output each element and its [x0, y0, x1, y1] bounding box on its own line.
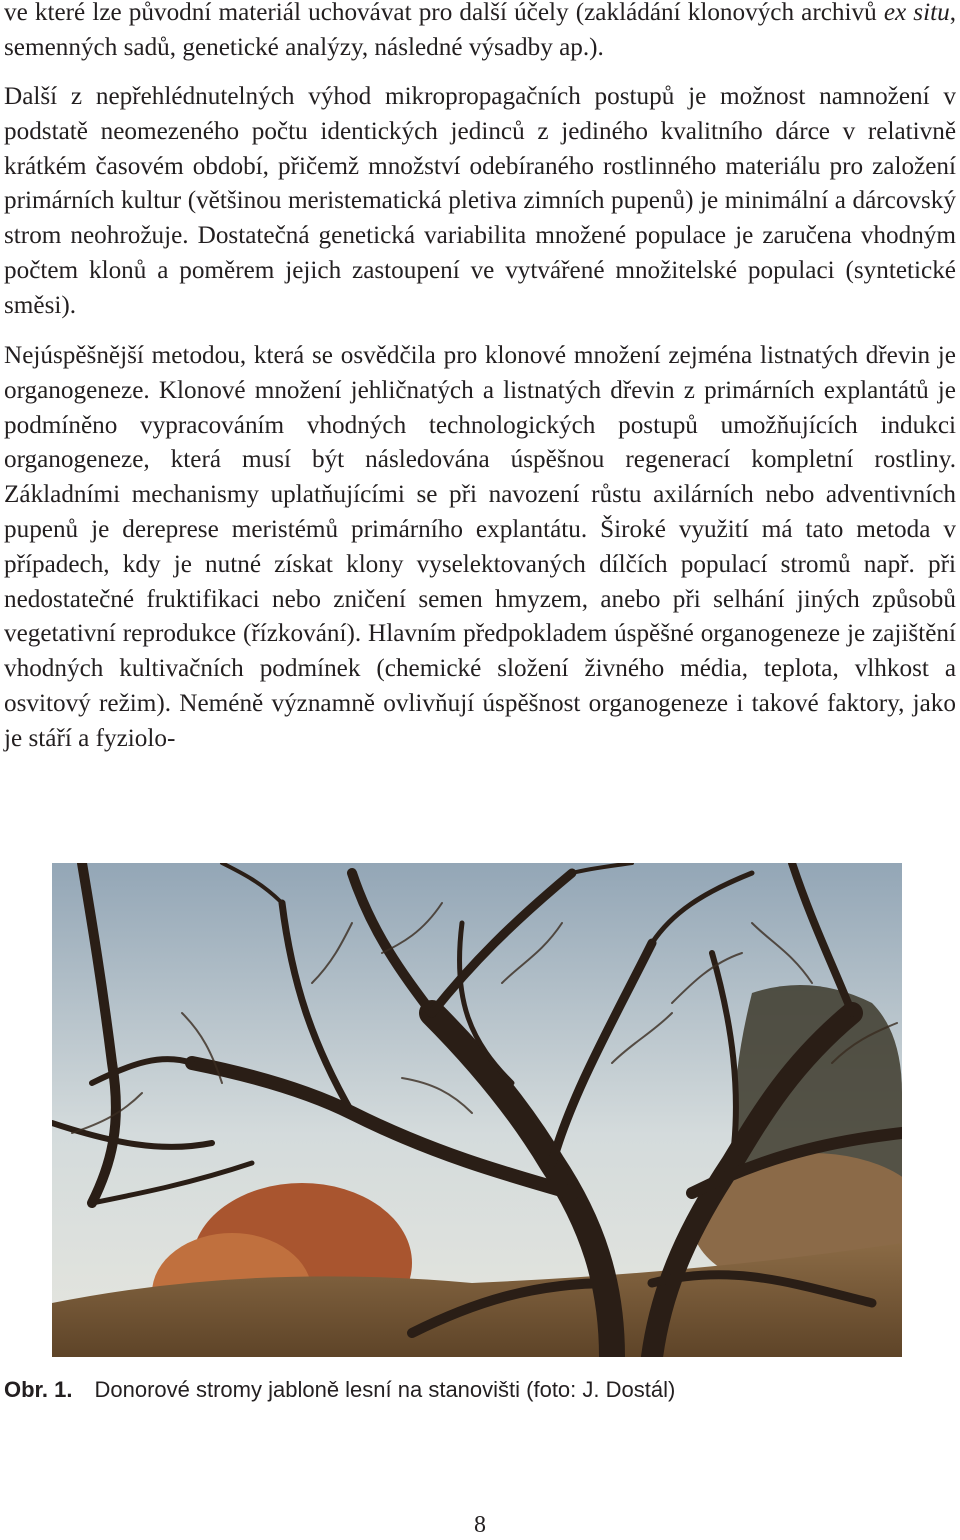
paragraph-1-text-b: , semenných sadů, genetické analýzy, následné výsadby ap.). [4, 0, 956, 61]
paragraph-1-italic-ex-situ: ex situ [883, 0, 950, 26]
figure-label: Obr. 1. [4, 1377, 73, 1402]
paragraph-1-text-a: ve které lze původní materiál uchovávat pro další účely (zakládání klonových archivů [4, 0, 884, 26]
figure-caption [4, 1374, 675, 1406]
paragraph-2: Další z nepřehlédnutelných výhod mikropropagačních postupů je možnost namnožení v podstatě neomezeného počtu identických jedinců z jediného kvalitního dárce v relativně krátkém časovém období, přičemž množství odebíraného rostlinného materiálu pro založení primárních kultur (většinou meristematická pletiva zimních pupenů) je minimální a dárcovský strom neohrožuje. Dostatečná genetická variabilita množené populace je zaručena vhodným počtem klonů a poměrem jejich zastoupení ve vytvářené množitelské populaci (syntetické směsi). [4, 83, 956, 319]
page-number: 8 [474, 1512, 486, 1538]
paragraph-1 [4, 0, 956, 66]
tree-photo [52, 863, 902, 1357]
paragraph-3: Nejúspěšnější metodou, která se osvědčila pro klonové množení zejména listnatých dřevin je organogeneze. Klonové množení jehličnatých a listnatých dřevin z primárních explantátů je podmíněno vypracováním vhodných technologických postupů umožňujících indukci organogeneze, která musí být následována úspěšnou regenerací kompletní rostliny. Základními mechanismy uplatňujícími se při navození růstu axilárních nebo adventivních pupenů je dereprese meristémů primárního explantátu. Široké využití má tato metoda v případech, kdy je nutné získat klony vyselektovaných dílčích populací stromů např. při nedostatečné fruktifikaci nebo zničení semen hmyzem, anebo při selhání jiných způsobů vegetativní reprodukce (řízkování). Hlavním předpokladem úspěšné organogeneze je zajištění vhodných kultivačních podmínek (chemické složení živného média, teplota, vlhkost a osvitový režim). Neméně významně ovlivňují úspěšnost organogeneze i takové faktory, jako je stáří a fyziolo- [4, 342, 956, 752]
tree-photo-illustration [52, 863, 902, 1357]
figure-caption-text: Donorové stromy jabloně lesní na stanovišti (foto: J. Dostál) [94, 1377, 676, 1402]
